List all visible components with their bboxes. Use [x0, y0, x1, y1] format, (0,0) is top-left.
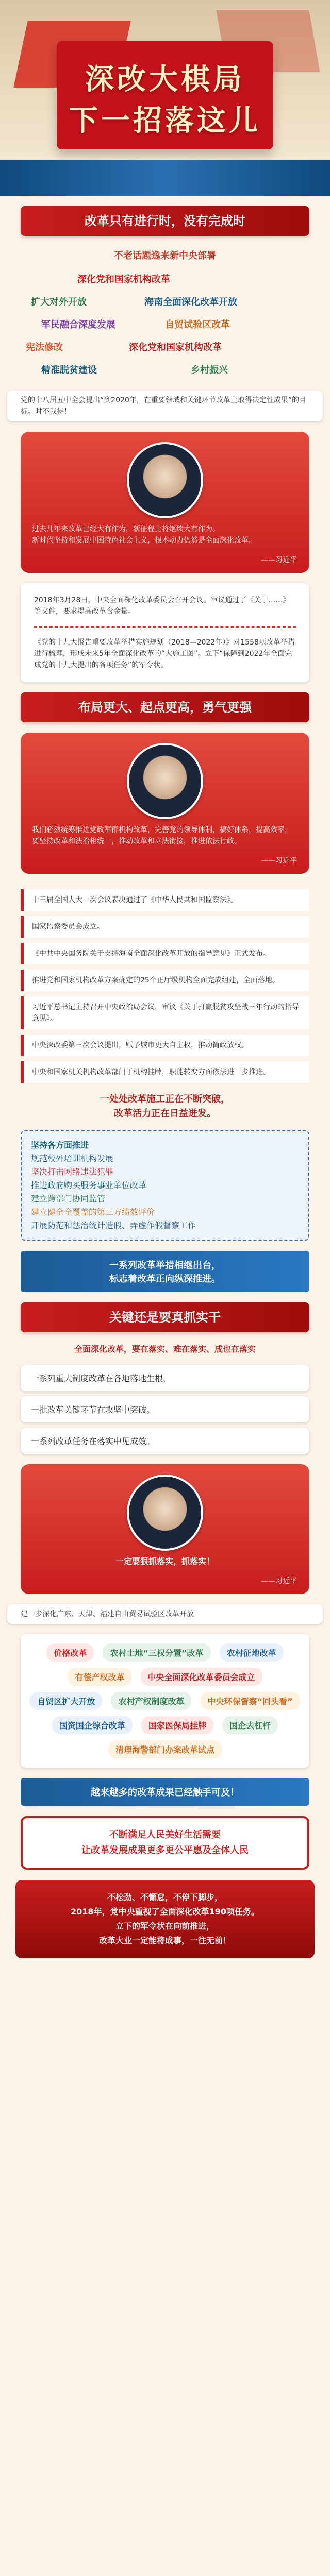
reform-pill: 清理海警部门办案改革试点 — [108, 1740, 222, 1758]
reform-item: 推进党和国家机构改革方案确定的25个正厅级机构全面完成组建，全面落地。 — [21, 970, 309, 991]
section-2-claim — [21, 1251, 309, 1292]
section-2-quote-card — [21, 733, 309, 874]
section-1-paragraph-2: 2018年3月28日，中央全面深化改革委员会召开会议。审议通过了《关于……》等文件，要求提高改革含金量。 — [34, 596, 290, 616]
reform-item: 中央深改委第三次会议提出，赋予城市更大自主权，推动简政放权。 — [21, 1035, 309, 1056]
section-2-title: 布局更大、起点更高，勇气更强 — [21, 692, 309, 722]
reform-tag: 海南全面深化改革开放 — [144, 297, 237, 308]
section-1-info-card — [21, 583, 309, 682]
reform-tag: 自贸试验区改革 — [165, 319, 230, 330]
hero-bottom-band — [0, 160, 330, 196]
reform-pill: 有偿产权改革 — [68, 1668, 131, 1686]
section-3-card: 一系列重大制度改革在各地落地生根， — [21, 1365, 309, 1391]
reform-pill: 农村土地“三权分置”改革 — [103, 1643, 210, 1662]
reform-item: 国家监察委员会成立。 — [21, 916, 309, 938]
measure-line: 推进政府购买服务事业单位改革 — [31, 1180, 147, 1190]
section-1-quote: 过去几年来改革已经大有作为，新征程上将继续大有作为。 新时代坚持和发展中国特色社会主义，根本动力仍然是全面深化改革。 — [32, 525, 256, 545]
hero-title-line-1: 深改大棋局 — [85, 62, 245, 96]
section-3-card: 一系列改革任务在落实中见成效。 — [21, 1428, 309, 1454]
reform-tag: 宪法修改 — [26, 342, 63, 353]
measure-line: 坚决打击网络违法犯罪 — [31, 1167, 114, 1177]
section-2-quote-author: ——习近平 — [261, 857, 297, 865]
reform-tag: 精准脱贫建设 — [41, 365, 97, 376]
divider — [34, 626, 296, 628]
section-3-claim: 越来越多的改革成果已经触手可及！ — [21, 1778, 309, 1806]
highlight-line-2: 改革活力正在日益迸发。 — [114, 1108, 216, 1119]
hero-title-line-2: 下一招落这儿 — [69, 104, 261, 138]
section-3-quote: 一定要狠抓落实，抓落实！ — [115, 1556, 214, 1566]
final-line: 改革大业一定能将成事，一往无前！ — [98, 1936, 231, 1945]
final-line: 立下的军令状在向前推进， — [115, 1921, 214, 1931]
highlight-line-1: 一处处改革施工正在不断突破， — [100, 1094, 230, 1105]
section-2-quote: 我们必须统筹推进党政军群机构改革，完善党的领导体制，搞好体系，提高效率，要坚持改革和法治相统一，推动改革和立法衔接，推进依法行政。 — [32, 826, 292, 845]
hero-banner — [0, 0, 330, 196]
measure-line: 建立跨部门协同监管 — [31, 1194, 106, 1204]
section-1-banner-note: 不老话题逸来新中央部署 — [114, 250, 216, 261]
reform-pill: 农村产权制度改革 — [111, 1692, 191, 1710]
reform-tag: 乡村振兴 — [191, 365, 228, 376]
reform-pill: 自贸区扩大开放 — [30, 1692, 102, 1710]
claim-line-1: 一系列改革举措相继出台， — [109, 1260, 221, 1271]
reform-pill: 国企去杠杆 — [222, 1716, 278, 1734]
reform-item: 十三届全国人大一次会议表决通过了《中华人民共和国监察法》。 — [21, 889, 309, 911]
portrait-image — [127, 442, 203, 518]
final-message — [15, 1880, 315, 1958]
section-1-quote-author: ——习近平 — [261, 556, 297, 564]
reform-tag: 扩大对外开放 — [31, 297, 87, 308]
portrait-image — [127, 743, 203, 819]
reform-tag-cloud — [21, 267, 309, 391]
section-3-quote-author: ——习近平 — [261, 1577, 297, 1585]
section-1-paragraph-1: 党的十八届五中全会提出“到2020年，在重要领域和关键环节改革上取得决定性成果”的目标。时不我待！ — [7, 391, 323, 421]
reform-tag: 深化党和国家机构改革 — [129, 342, 222, 353]
reform-pill: 国资国企综合改革 — [52, 1716, 133, 1734]
section-2-highlight — [21, 1092, 309, 1121]
reform-tag: 军民融合深度发展 — [41, 319, 116, 330]
section-1-quote-card — [21, 432, 309, 573]
measure-line: 规范校外培训机构发展 — [31, 1154, 114, 1163]
reform-item: 习近平总书记主持召开中央政治局会议，审议《关于打赢脱贫攻坚战三年行动的指导意见》。 — [21, 996, 309, 1029]
measure-line: 开展防范和惩治统计造假、弄虚作假督察工作 — [31, 1221, 196, 1230]
portrait-image — [127, 1475, 203, 1551]
reform-pill: 中央环保督察“回头看” — [201, 1692, 300, 1710]
final-line: 不松劲、不懈怠，不停下脚步， — [107, 1892, 223, 1902]
reform-pill: 农村征地改革 — [220, 1643, 284, 1662]
reform-pill: 价格改革 — [46, 1643, 94, 1662]
measure-line: 坚持各方面推进 — [31, 1140, 89, 1150]
section-1-title: 改革只有进行时，没有完成时 — [21, 206, 309, 236]
section-3-card: 一批改革关键环节在攻坚中突破。 — [21, 1396, 309, 1422]
reform-pill: 国家医保局挂牌 — [141, 1716, 213, 1734]
final-line: 2018年，党中央重视了全面深化改革190项任务。 — [71, 1907, 259, 1917]
section-3-paragraph: 建一步深化广东、天津、福建自由贸易试验区改革开放 — [7, 1604, 323, 1624]
reform-pill: 中央全面深化改革委员会成立 — [141, 1668, 262, 1686]
reform-item: 中央和国家机关机构改革部门于机构挂牌，职能转变方面依法进一步推进。 — [21, 1061, 309, 1083]
reform-item: 《中共中央国务院关于支持海南全面深化改革开放的指导意见》正式发布。 — [21, 943, 309, 964]
section-3-title: 关键还是要真抓实干 — [21, 1302, 309, 1332]
section-1-paragraph-3: 《党的十九大报告重要改革举措实施规划（2018—2022年）》对1558项改革举措进行梳理，形成未来5年全面深化改革的“大施工图”。立下“保障到2022年全面完成党的十九大提出的各项任务”的军令状。 — [34, 638, 295, 669]
section-3-lead: 全面深化改革，要在落实、难在落实、成也在落实 — [74, 1344, 256, 1354]
section-3-sign: 不断满足人民美好生活需要 让改革发展成果更多更公平惠及全体人民 — [21, 1816, 309, 1870]
reform-measures-box — [21, 1130, 309, 1241]
claim-line-2: 标志着改革正向纵深推进。 — [109, 1274, 221, 1284]
reform-pill-cloud — [21, 1634, 309, 1768]
measure-line: 建立健全全覆盖的第三方绩效评价 — [31, 1207, 155, 1217]
reform-tag: 深化党和国家机构改革 — [77, 274, 170, 285]
section-3-quote-card — [21, 1464, 309, 1594]
